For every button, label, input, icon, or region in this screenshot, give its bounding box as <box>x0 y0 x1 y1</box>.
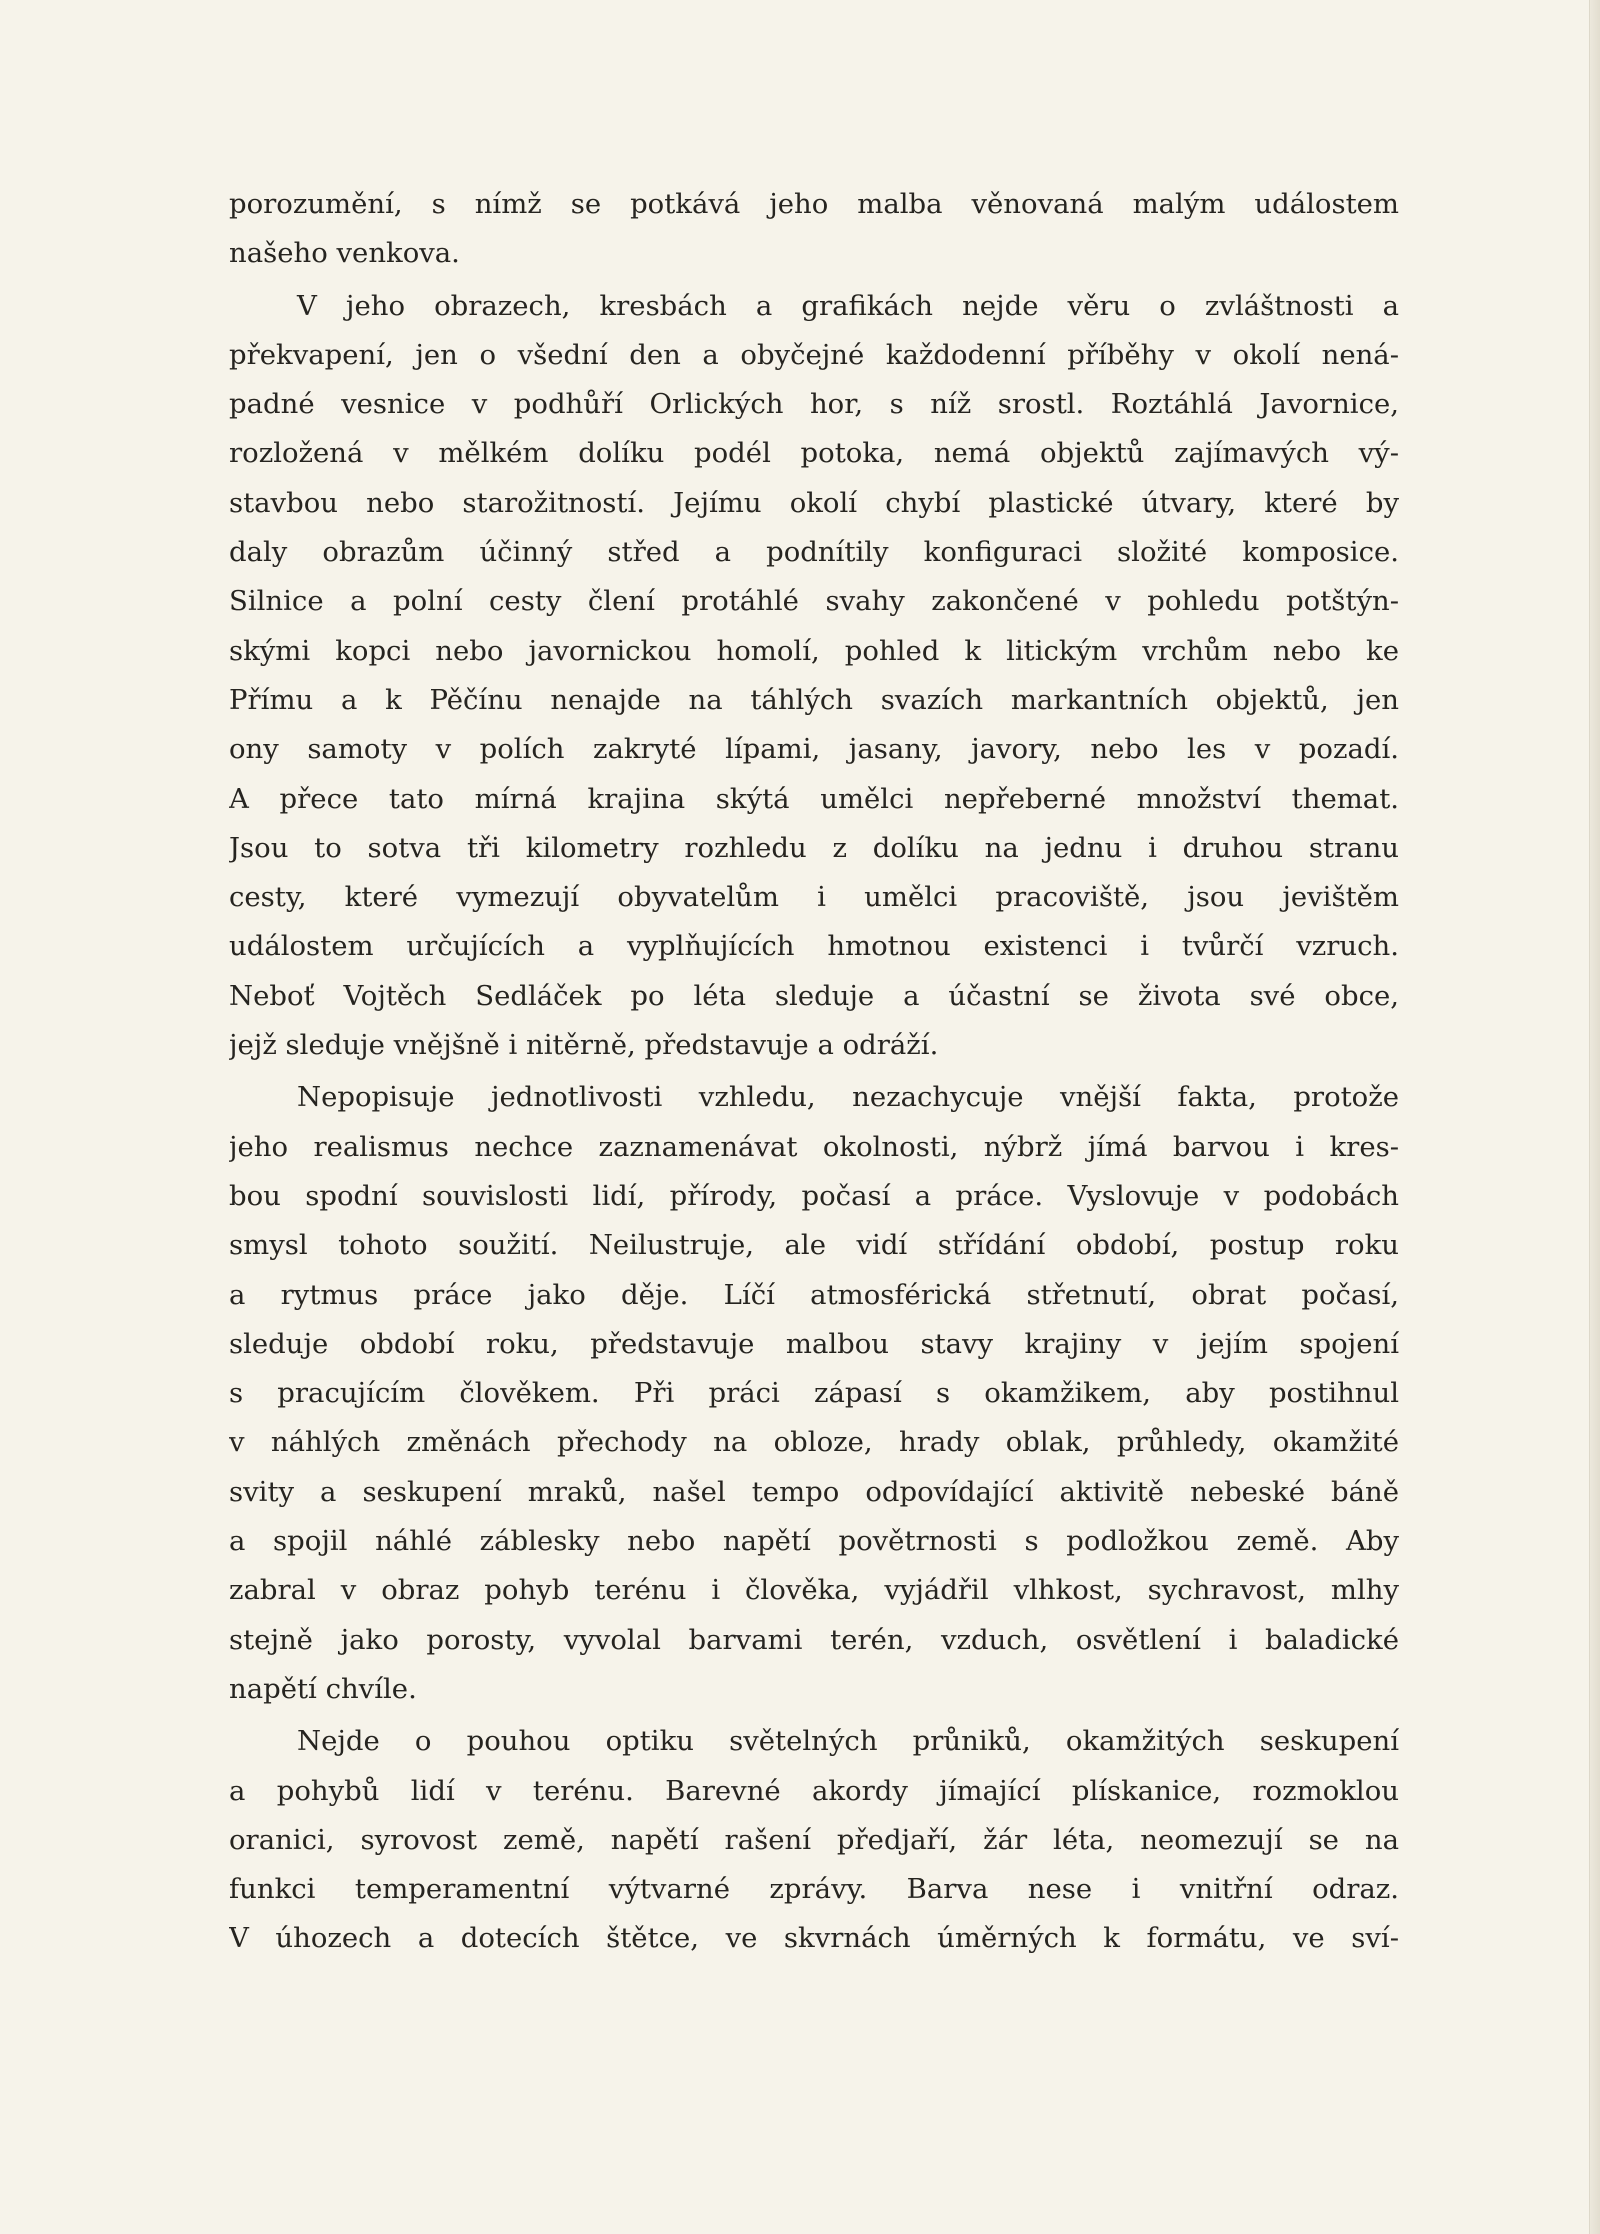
text-line: Nejde o pouhou optiku světelných průniků, okamžitých seskupení <box>297 1725 1399 1758</box>
text-line: a spojil náhlé záblesky nebo napětí povětrnosti s podložkou země. Aby <box>229 1525 1399 1558</box>
text-line: stejně jako porosty, vyvolal barvami terén, vzduch, osvětlení i baladické <box>229 1623 1399 1656</box>
text-line: s pracujícím člověkem. Při práci zápasí s okamžikem, aby postihnul <box>229 1377 1399 1410</box>
text-line: stavbou nebo starožitností. Jejímu okolí chybí plastické útvary, které by <box>229 486 1399 519</box>
text-line: událostem určujících a vyplňujících hmotnou existenci i tvůrčí vzruch. <box>229 930 1399 963</box>
text-line: padné vesnice v podhůří Orlických hor, s níž srostl. Roztáhlá Javornice, <box>229 388 1399 421</box>
paragraph <box>229 282 1399 1071</box>
text-line: v náhlých změnách přechody na obloze, hrady oblak, průhledy, okamžité <box>229 1426 1399 1459</box>
text-line: našeho venkova. <box>229 237 460 270</box>
text-line: V jeho obrazech, kresbách a grafikách nejde věru o zvláštnosti a <box>297 289 1399 322</box>
text-line: svity a seskupení mraků, našel tempo odpovídající aktivitě nebeské báně <box>229 1475 1399 1508</box>
text-line: zabral v obraz pohyb terénu i člověka, vyjádřil vlhkost, sychravost, mlhy <box>229 1574 1399 1607</box>
paragraph <box>229 180 1399 279</box>
text-line: A přece tato mírná krajina skýtá umělci nepřeberné množství themat. <box>229 782 1399 815</box>
text-line: daly obrazům účinný střed a podnítily konfiguraci složité komposice. <box>229 536 1399 569</box>
paragraph <box>229 1073 1399 1714</box>
text-line: Neboť Vojtěch Sedláček po léta sleduje a účastní se života své obce, <box>229 979 1399 1012</box>
body-text <box>229 180 1399 1964</box>
text-line: rozložená v mělkém dolíku podél potoka, nemá objektů zajímavých vý- <box>229 437 1399 470</box>
text-line: Přímu a k Pěčínu nenajde na táhlých svazích markantních objektů, jen <box>229 683 1399 716</box>
text-line: skými kopci nebo javornickou homolí, pohled k litickým vrchům nebo ke <box>229 634 1399 667</box>
text-line: oranici, syrovost země, napětí rašení předjaří, žár léta, neomezují se na <box>229 1823 1399 1856</box>
text-line: jeho realismus nechce zaznamenávat okolnosti, nýbrž jímá barvou i kres- <box>229 1130 1399 1163</box>
text-line: Jsou to sotva tři kilometry rozhledu z dolíku na jednu i druhou stranu <box>229 831 1399 864</box>
text-line: překvapení, jen o všední den a obyčejné každodenní příběhy v okolí nená- <box>229 338 1399 371</box>
text-line: V úhozech a dotecích štětce, ve skvrnách úměrných k formátu, ve sví- <box>229 1922 1399 1955</box>
text-line: Silnice a polní cesty člení protáhlé svahy zakončené v pohledu potštýn- <box>229 585 1399 618</box>
text-line: napětí chvíle. <box>229 1672 417 1705</box>
text-line: a rytmus práce jako děje. Líčí atmosférická střetnutí, obrat počasí, <box>229 1278 1399 1311</box>
text-line: ony samoty v polích zakryté lípami, jasany, javory, nebo les v pozadí. <box>229 733 1399 766</box>
paragraph <box>229 1717 1399 1963</box>
text-line: cesty, které vymezují obyvatelům i umělci pracoviště, jsou jevištěm <box>229 881 1399 914</box>
text-line: sleduje období roku, představuje malbou stavy krajiny v jejím spojení <box>229 1327 1399 1360</box>
text-line: porozumění, s nímž se potkává jeho malba věnovaná malým událostem <box>229 188 1399 220</box>
text-line: smysl tohoto soužití. Neilustruje, ale vidí střídání období, postup roku <box>229 1229 1399 1262</box>
text-line: funkci temperamentní výtvarné zprávy. Barva nese i vnitřní odraz. <box>229 1873 1399 1906</box>
page-edge <box>1589 0 1600 2234</box>
text-line: Nepopisuje jednotlivosti vzhledu, nezachycuje vnější fakta, protože <box>297 1081 1399 1114</box>
text-line: bou spodní souvislosti lidí, přírody, počasí a práce. Vyslovuje v podobách <box>229 1179 1399 1212</box>
text-line: a pohybů lidí v terénu. Barevné akordy jímající plískanice, rozmoklou <box>229 1774 1399 1807</box>
text-line: jejž sleduje vnějšně i nitěrně, představuje a odráží. <box>229 1029 939 1062</box>
